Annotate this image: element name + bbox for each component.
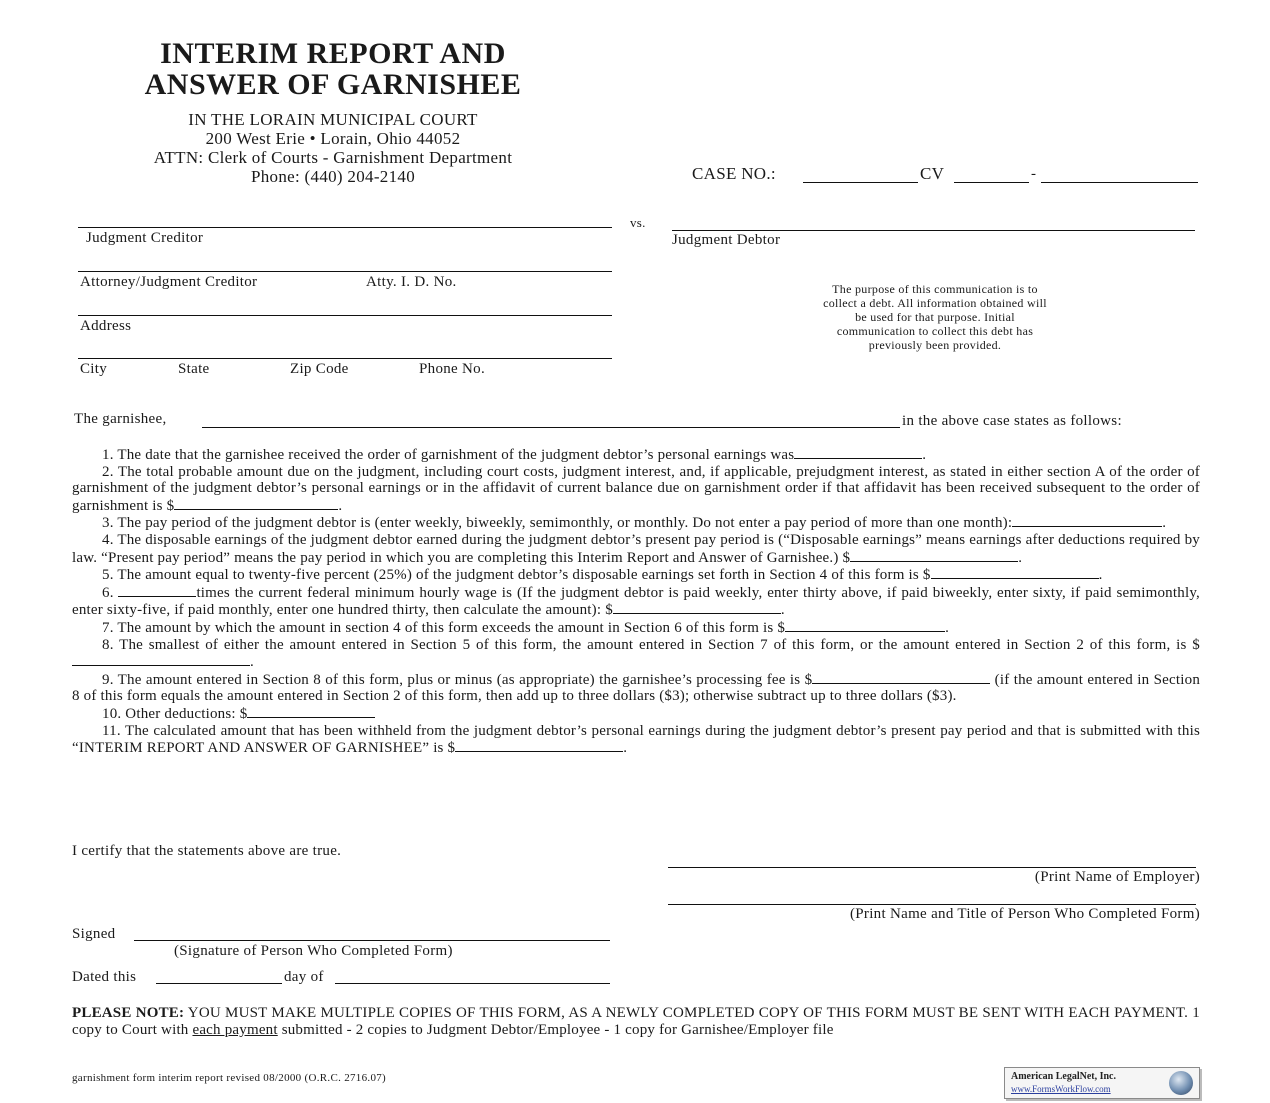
item-7: 7. The amount by which the amount in section 4 of this form exceeds the amount in Section 6 of this form is $ . bbox=[102, 619, 950, 636]
item-5: 5. The amount equal to twenty-five percent (25%) of the judgment debtor’s disposable earnings set forth in Section 4 of this form is $ . bbox=[102, 567, 1103, 584]
item-4-field[interactable] bbox=[850, 549, 1018, 562]
signed-label: Signed bbox=[72, 926, 116, 942]
american-legalnet-logo bbox=[1004, 1067, 1200, 1099]
item-9: 9. The amount entered in Section 8 of this form, plus or minus (as appropriate) the garnishee’s processing fee is $ (if the amount entered in Section 8 of this form equals the amount entered in Section 2 of this form, then add up to three dollars ($3); otherwise subtract up to three dollars ($3). bbox=[72, 671, 1201, 705]
logo-company-name: American LegalNet, Inc. bbox=[1011, 1071, 1116, 1082]
item-8: 8. The smallest of either the amount entered in Section 5 of this form, the amount entered in Section 7 of this form, or the amount entered in Section 2 of this form, is $. bbox=[72, 637, 1200, 671]
vs-label: vs. bbox=[630, 215, 646, 230]
item-7-field[interactable] bbox=[785, 619, 945, 632]
dated-month-field[interactable] bbox=[335, 983, 610, 984]
item-6-field[interactable] bbox=[613, 601, 781, 614]
day-of-label: day of bbox=[284, 969, 324, 985]
court-info bbox=[78, 110, 588, 186]
judgment-debtor-field[interactable] bbox=[672, 230, 1195, 231]
item-9-field[interactable] bbox=[812, 671, 990, 684]
cv-number-field[interactable] bbox=[1041, 182, 1198, 183]
item-10-field[interactable] bbox=[247, 705, 375, 718]
employer-name-label: (Print Name of Employer) bbox=[1034, 869, 1200, 885]
item-1-field[interactable] bbox=[794, 446, 922, 459]
item-4: 4. The disposable earnings of the judgment debtor earned during the judgment debtor’s present pay period is (“Disposable earnings” means earnings after deductions required by law. “Present pay period” means the pay period in which you are completing this Interim Report and Answer of Garnishee.) $ . bbox=[72, 531, 1200, 566]
item-3: 3. The pay period of the judgment debtor is (enter weekly, biweekly, semimonthly, or monthly. Do not enter a pay period of more than one month): . bbox=[102, 515, 1167, 532]
item-1: 1. The date that the garnishee received the order of garnishment of the judgment debtor’s personal earnings was . bbox=[102, 447, 927, 463]
certify-statement: I certify that the statements above are true. bbox=[72, 843, 342, 859]
item-6-multiplier-field[interactable] bbox=[118, 584, 196, 597]
item-6: 6. times the current federal minimum hourly wage is (If the judgment debtor is paid weekly, enter thirty above, if paid biweekly, enter sixty, if paid semimonthly, enter sixty-five, if paid monthly, enter one hundred thirty, then calculate the amount): $ . bbox=[72, 584, 1200, 619]
revision-footer: garnishment form interim report revised 08/2000 (O.R.C. 2716.07) bbox=[72, 1072, 387, 1084]
notice-line-2: collect a debt. All information obtained will bbox=[823, 296, 1047, 310]
globe-icon bbox=[1169, 1071, 1193, 1095]
judgment-debtor-label: Judgment Debtor bbox=[672, 232, 781, 248]
cv-dash: - bbox=[1031, 166, 1037, 182]
case-no-field[interactable] bbox=[803, 182, 918, 183]
completer-name-field[interactable] bbox=[668, 904, 1196, 905]
item-3-field[interactable] bbox=[1012, 514, 1162, 527]
completer-name-label: (Print Name and Title of Person Who Completed Form) bbox=[849, 906, 1200, 922]
item-11-field[interactable] bbox=[455, 739, 623, 752]
atty-id-label: Atty. I. D. No. bbox=[366, 274, 457, 290]
please-note-label: PLEASE NOTE: bbox=[72, 1005, 185, 1021]
title-line-2: ANSWER OF GARNISHEE bbox=[144, 68, 522, 101]
signature-label: (Signature of Person Who Completed Form) bbox=[174, 943, 453, 959]
garnishee-suffix: in the above case states as follows: bbox=[902, 413, 1122, 429]
each-payment-emphasis: each payment bbox=[192, 1022, 278, 1038]
phone-label: Phone No. bbox=[419, 361, 486, 377]
item-10: 10. Other deductions: $ bbox=[72, 705, 1200, 723]
cv-year-field[interactable] bbox=[954, 182, 1029, 183]
item-11: 11. The calculated amount that has been withheld from the judgment debtor’s personal earnings during the judgment debtor’s present pay period and that is submitted with this “INTERIM REPORT AND ANSWER OF GARNISHEE” is $ . bbox=[72, 722, 1200, 757]
attorney-field[interactable] bbox=[78, 271, 612, 272]
garnishee-label: The garnishee, bbox=[74, 411, 167, 427]
item-8-field[interactable] bbox=[72, 653, 250, 666]
employer-name-field[interactable] bbox=[668, 867, 1196, 868]
title-line-1: INTERIM REPORT AND bbox=[160, 37, 506, 70]
dated-label: Dated this bbox=[72, 969, 137, 985]
address-label: Address bbox=[80, 318, 132, 334]
notice-line-1: The purpose of this communication is to bbox=[832, 282, 1038, 296]
item-2-field[interactable] bbox=[174, 497, 338, 510]
address-field[interactable] bbox=[78, 315, 612, 316]
city-label: City bbox=[80, 361, 108, 377]
court-phone: Phone: (440) 204-2140 bbox=[250, 167, 415, 186]
court-attn: ATTN: Clerk of Courts - Garnishment Department bbox=[153, 148, 513, 167]
item-5-field[interactable] bbox=[931, 566, 1099, 579]
item-2: 2. The total probable amount due on the judgment, including court costs, judgment interest, and, if applicable, prejudgment interest, as stated in either section A of the order of garnishment of the judgment debtor’s personal earnings or in the affidavit of current balance due on garnishment order if that affidavit has been received subsequent to the order of garnishment is $ . bbox=[72, 463, 1200, 514]
dated-day-field[interactable] bbox=[156, 983, 282, 984]
notice-line-4: communication to collect this debt has bbox=[836, 324, 1034, 338]
notice-line-3: be used for that purpose. Initial bbox=[855, 310, 1015, 324]
cv-label: CV bbox=[920, 164, 945, 183]
zip-label: Zip Code bbox=[290, 361, 349, 377]
state-label: State bbox=[178, 361, 210, 377]
logo-url: www.FormsWorkFlow.com bbox=[1011, 1084, 1111, 1094]
form-title bbox=[78, 38, 588, 100]
garnishee-name-field[interactable] bbox=[202, 427, 900, 428]
answer-items bbox=[72, 446, 1200, 757]
judgment-creditor-label: Judgment Creditor bbox=[86, 230, 204, 246]
judgment-creditor-field[interactable] bbox=[78, 227, 612, 228]
notice-line-5: previously been provided. bbox=[868, 338, 1002, 352]
please-note: PLEASE NOTE: YOU MUST MAKE MULTIPLE COPIES OF THIS FORM, AS A NEWLY COMPLETED COPY OF THIS FORM MUST BE SENT WITH EACH PAYMENT. 1 copy to Court with each payment submitted - 2 copies to Judgment Debtor/Employee - 1 copy for Garnishee/Employer file bbox=[72, 1005, 1200, 1038]
court-name: IN THE LORAIN MUNICIPAL COURT bbox=[188, 110, 478, 129]
debt-collection-notice bbox=[770, 282, 1100, 352]
case-no-label: CASE NO.: bbox=[692, 164, 776, 183]
city-state-zip-field[interactable] bbox=[78, 358, 612, 359]
signature-field[interactable] bbox=[134, 940, 610, 941]
court-address: 200 West Erie • Lorain, Ohio 44052 bbox=[205, 129, 461, 148]
attorney-label: Attorney/Judgment Creditor bbox=[80, 274, 258, 290]
please-note-caps: YOU MUST MAKE MULTIPLE COPIES OF THIS FORM, AS A NEWLY COMPLETED COPY OF THIS FORM MUST BE SENT WITH EACH PAYMENT. bbox=[184, 1005, 1189, 1021]
